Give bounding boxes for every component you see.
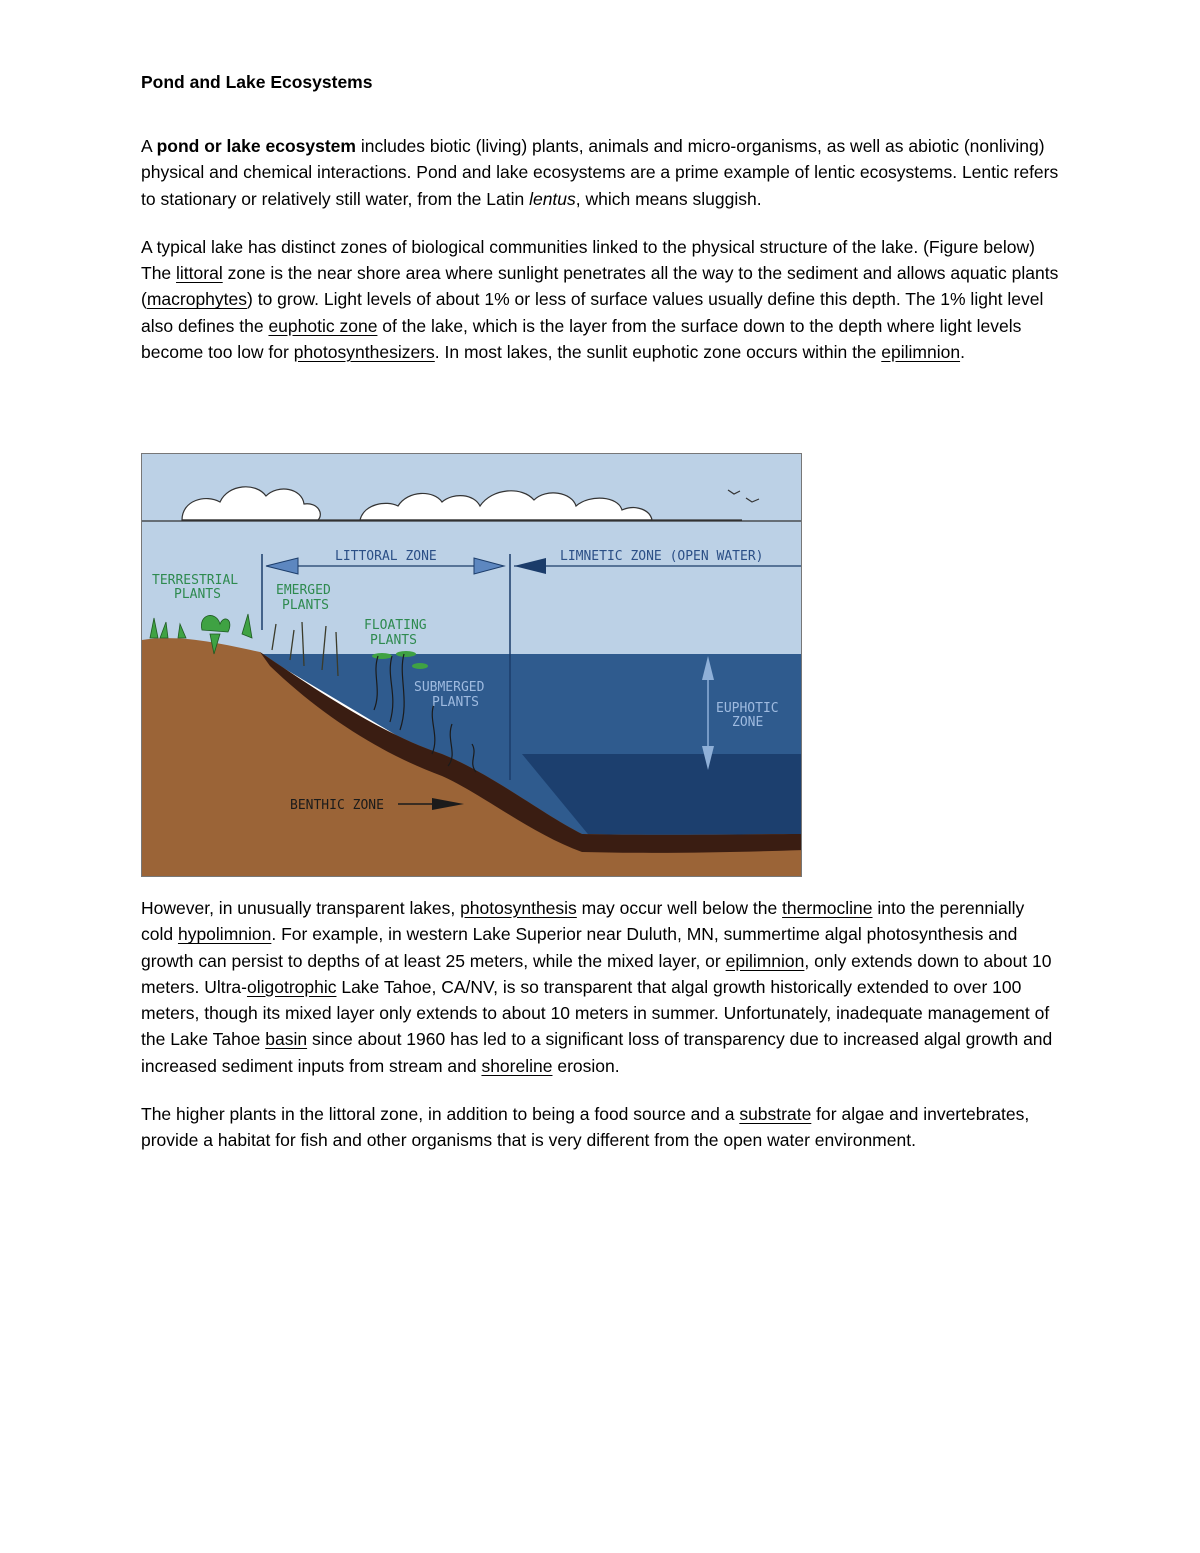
label-euphotic: EUPHOTIC xyxy=(716,701,779,716)
text-run: . For example, in western Lake Superior near Duluth, MN, summertime algal photosynthesis and growth can persist to depths of at least 25 meters, while the mixed layer, or xyxy=(141,924,1018,971)
air xyxy=(142,522,802,652)
document-page-lower xyxy=(141,895,1061,1176)
label-limnetic-zone: LIMNETIC ZONE (OPEN WATER) xyxy=(560,549,764,564)
label-terrestrial-plants: PLANTS xyxy=(174,587,221,602)
text-run: The higher plants in the littoral zone, in addition to being a food source and a xyxy=(141,1104,740,1125)
text-run: A xyxy=(141,136,157,156)
text-run: of the lake, which is the layer from the surface down to the depth where light levels become too low for xyxy=(141,315,1022,363)
text-run: includes biotic (living) plants, animals and micro-organisms, as well as abiotic (nonliving) physical and chemical interactions. Pond and lake ecosystems are a prime example of lentic ecosystems. Lentic refers to stationary or relatively still water, from the Latin xyxy=(141,136,1059,209)
link-photosynthesizers[interactable]: photosynthesizers xyxy=(293,342,435,363)
label-floating-plants: PLANTS xyxy=(370,633,417,648)
link-oligotrophic[interactable]: oligotrophic xyxy=(246,976,337,997)
label-emerged: EMERGED xyxy=(276,583,331,598)
label-floating: FLOATING xyxy=(364,618,427,633)
page-title: Pond and Lake Ecosystems xyxy=(141,72,373,92)
paragraph-higher-plants xyxy=(141,1101,1061,1154)
paragraph-zones xyxy=(141,234,1061,365)
label-euphotic-zone: ZONE xyxy=(732,715,764,730)
text-run: , which means sluggish. xyxy=(575,188,762,209)
bold-term: pond or lake ecosystem xyxy=(156,136,356,156)
text-run: However, in unusually transparent lakes, xyxy=(141,898,461,918)
link-shoreline[interactable]: shoreline xyxy=(481,1055,553,1076)
label-terrestrial: TERRESTRIAL xyxy=(152,573,239,588)
text-run: zone is the near shore area where sunlight penetrates all the way to the sediment and allows aquatic plants ( xyxy=(141,263,1059,310)
text-run: for algae and invertebrates, provide a habitat for fish and other organisms that is very different from the open water environment. xyxy=(141,1104,1030,1151)
label-emerged-plants: PLANTS xyxy=(282,598,329,613)
label-submerged-plants: PLANTS xyxy=(432,695,479,710)
text-run: , only extends down to about 10 meters. Ultra- xyxy=(141,950,1052,997)
text-run: . In most lakes, the sunlit euphotic zone occurs within the xyxy=(434,342,882,363)
link-epilimnion[interactable]: epilimnion xyxy=(725,950,805,971)
text-run: erosion. xyxy=(552,1055,620,1076)
label-submerged: SUBMERGED xyxy=(414,680,485,695)
paragraph-transparent-lakes xyxy=(141,895,1061,1079)
label-littoral-zone: LITTORAL ZONE xyxy=(335,549,437,564)
text-run: A typical lake has distinct zones of biological communities linked to the physical structure of the lake. (Figure below) The xyxy=(141,236,1035,284)
text-run: since about 1960 has led to a significant loss of transparency due to increased algal growth and increased sediment inputs from stream and xyxy=(141,1029,1053,1076)
text-run: ) to grow. Light levels of about 1% or less of surface values usually define this depth. The 1% light level also defines the xyxy=(141,289,1044,336)
link-macrophytes[interactable]: macrophytes xyxy=(146,289,248,310)
text-run: into the perennially cold xyxy=(141,898,1025,945)
link-littoral[interactable]: littoral xyxy=(176,263,223,284)
link-euphotic-zone[interactable]: euphotic zone xyxy=(268,315,378,336)
lake-zones-figure xyxy=(141,453,802,877)
document-page xyxy=(141,72,1061,387)
link-substrate[interactable]: substrate xyxy=(739,1104,812,1125)
link-hypolimnion[interactable]: hypolimnion xyxy=(177,924,272,945)
text-run: Lake Tahoe, CA/NV, is so transparent that algal growth historically extended to over 100 meters, though its mixed layer only extends to about 10 meters in summer. Unfortunately, inadequate management of the Lake Tahoe xyxy=(141,976,1050,1050)
italic-term: lentus xyxy=(529,188,576,209)
text-run: . xyxy=(960,342,965,363)
link-basin[interactable]: basin xyxy=(265,1029,308,1050)
text-run: may occur well below the xyxy=(576,898,783,918)
link-photosynthesis[interactable]: photosynthesis xyxy=(460,898,577,918)
link-epilimnion[interactable]: epilimnion xyxy=(881,342,961,363)
paragraph-intro xyxy=(141,133,1061,212)
link-thermocline[interactable]: thermocline xyxy=(782,898,873,918)
label-benthic-zone: BENTHIC ZONE xyxy=(290,798,384,813)
